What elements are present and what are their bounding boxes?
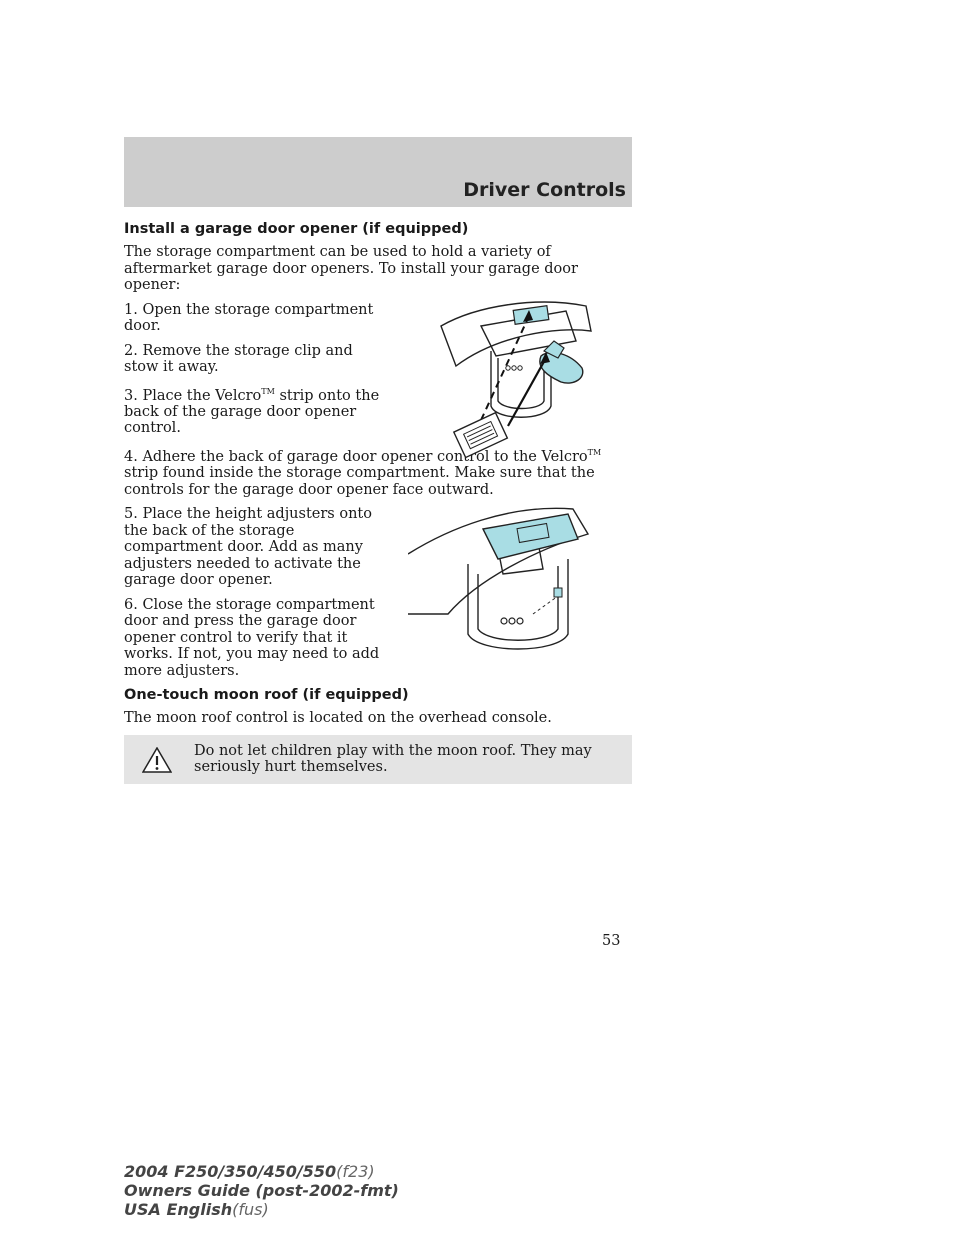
- footer-model-code: (f23): [336, 1162, 375, 1181]
- footer: [124, 1162, 399, 1219]
- step-2: 2. Remove the storage clip and stow it away.: [124, 342, 353, 375]
- footer-language-code: (fus): [232, 1200, 269, 1219]
- moonroof-heading: One-touch moon roof (if equipped): [124, 687, 409, 704]
- section-title: Driver Controls: [463, 179, 626, 201]
- footer-model: 2004 F250/350/450/550: [124, 1162, 337, 1181]
- moonroof-text: The moon roof control is located on the overhead console.: [124, 710, 552, 727]
- page-content: [124, 221, 632, 784]
- install-opener-illustration: [436, 296, 596, 466]
- step-3: 3. Place the Velcro™ strip onto the back of the garage door opener control.: [124, 386, 380, 437]
- height-adjusters-illustration: [408, 504, 608, 664]
- section-header-band: [124, 137, 632, 207]
- footer-guide: Owners Guide (post-2002-fmt): [124, 1181, 399, 1200]
- step-5: 5. Place the height adjusters onto the back of the storage compartment door. Add as many adjusters needed to activate the garage door opener.: [124, 506, 372, 589]
- steps-5-6-block: [124, 506, 632, 679]
- garage-opener-heading: Install a garage door opener (if equipped): [124, 221, 469, 237]
- warning-triangle-icon: [142, 747, 172, 773]
- garage-intro: The storage compartment can be used to hold a variety of aftermarket garage door openers. To install your garage door opener:: [124, 244, 578, 293]
- step-6: 6. Close the storage compartment door and press the garage door opener control to verify that it works. If not, you may need to add more adjusters.: [124, 596, 380, 679]
- step-4: 4. Adhere the back of garage door opener control to the Velcro™ strip found inside the storage compartment. Make sure that the controls for the garage door opener face outward.: [124, 447, 602, 498]
- footer-language: USA English: [124, 1200, 233, 1219]
- step-1: 1. Open the storage compartment door.: [124, 301, 374, 334]
- page-number: 53: [602, 933, 621, 949]
- warning-box: [124, 735, 632, 784]
- steps-1-4-block: [124, 302, 632, 437]
- trademark-mark: TM: [261, 386, 275, 396]
- warning-text: Do not let children play with the moon roof. They may seriously hurt themselves.: [194, 742, 592, 776]
